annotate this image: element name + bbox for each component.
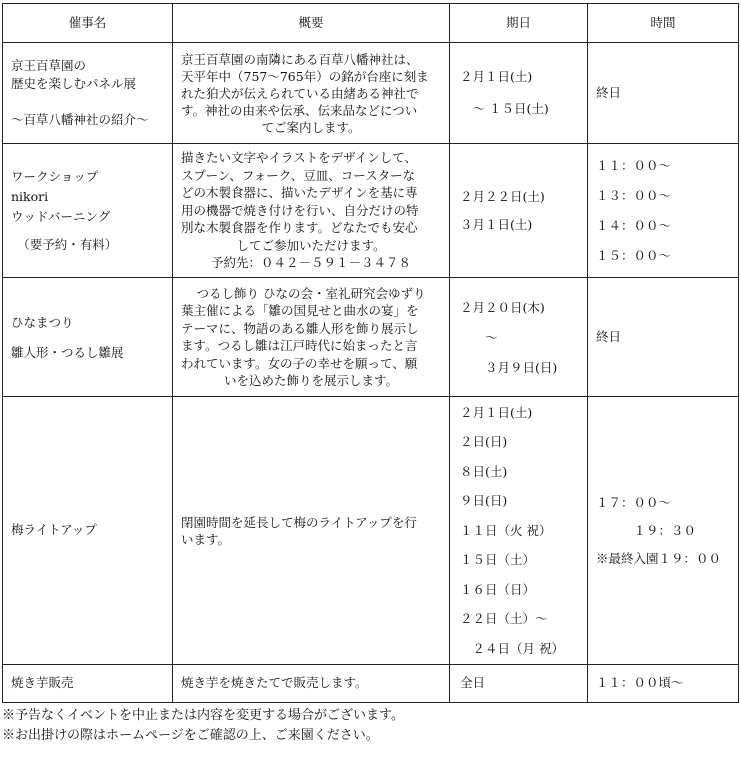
overview-line: つるし飾り ひなの会・室礼研究会ゆずり	[196, 285, 426, 301]
event-name-line	[11, 330, 172, 345]
date-line	[460, 345, 587, 360]
date-line	[460, 85, 587, 101]
overview-line: テーマに、物語のある雛人形を飾り展示し	[181, 320, 419, 336]
time-line: １５：００～	[596, 248, 672, 263]
time-line: ※最終入園１９：００	[596, 550, 722, 566]
overview-line: 用の機器で焼き付けを行い、自分だけの特	[181, 202, 419, 218]
overview-line: す。神社の由来や伝承、伝来品などについ	[181, 102, 418, 118]
event-name-cell	[3, 43, 173, 144]
date-line: ３月９日(日)	[460, 359, 558, 375]
overview-line: 京王百草園の南隣にある百草八幡神社は、	[181, 51, 419, 67]
overview-line: ます。つるし雛は江戸時代に始まったと言	[181, 338, 418, 353]
date-line: １１日（火 祝）	[460, 522, 552, 538]
event-name-line: ひなまつり	[11, 314, 74, 330]
date-line: 全日	[460, 675, 486, 691]
time-line: 終日	[596, 84, 622, 100]
date-line: ～ １５日(土)	[460, 101, 549, 116]
overview-cell	[173, 144, 450, 278]
header-row	[3, 4, 739, 43]
event-name-line: 歴史を楽しむパネル展	[11, 76, 137, 91]
overview-line: われています。女の子の幸せを願って、願	[181, 355, 418, 371]
event-name-line: 梅ライトアップ	[11, 522, 97, 538]
overview-line: スプーン、フォーク、豆皿、コースターな	[181, 167, 416, 183]
header-date: 期日	[450, 4, 588, 43]
time-line	[596, 233, 738, 248]
date-line	[460, 315, 587, 330]
event-name-cell	[3, 144, 173, 278]
date-line: ２月１日(土)	[460, 404, 533, 420]
time-cell	[588, 665, 739, 703]
table-row	[3, 397, 739, 665]
overview-cell	[173, 43, 450, 144]
date-cell	[450, 43, 588, 144]
date-cell	[450, 278, 588, 397]
date-line: ～	[460, 329, 498, 345]
date-line: １６日（日）	[460, 581, 536, 597]
event-name-cell	[3, 278, 173, 397]
date-line: ２月２２日(土)	[460, 188, 545, 204]
event-name-line: 雛人形・つるし雛展	[11, 344, 124, 360]
time-cell	[588, 144, 739, 278]
event-name-line: ワークショップ	[11, 168, 99, 184]
overview-line: 閉園時間を延長して梅のライトアップを行	[181, 514, 417, 530]
overview-line: 焼き芋を焼きたてで販売します。	[181, 675, 368, 691]
date-cell	[450, 397, 588, 665]
time-line	[596, 173, 738, 188]
time-cell	[588, 278, 739, 397]
overview-line: どの木製食器に、描いたデザインを基に専	[181, 185, 418, 201]
time-line: １４：００～	[596, 218, 672, 233]
overview-cell	[173, 665, 450, 703]
overview-line: てご案内します。	[261, 119, 361, 135]
event-name-line	[11, 227, 172, 235]
event-name-cell	[3, 397, 173, 665]
event-name-line	[11, 93, 172, 111]
date-line: ９日(日)	[460, 493, 508, 509]
time-line: １１：００～	[596, 158, 672, 173]
time-line: １１：００頃～	[596, 675, 684, 691]
event-name-line: ウッドバーニング	[11, 208, 111, 224]
date-line: ２月２０日(木)	[460, 299, 545, 315]
table-row	[3, 144, 739, 278]
event-name-line: 京王百草園の	[11, 58, 87, 73]
time-line	[596, 538, 738, 552]
date-line: ２４日（月 祝）	[460, 640, 564, 656]
overview-line: 別な木製食器を作ります。どなたでも安心	[181, 220, 418, 236]
date-line: ２月１日(土)	[460, 69, 533, 84]
date-line: １５日（土）	[460, 552, 536, 568]
time-line: １９：３０	[596, 522, 697, 538]
date-line: ３月１日(土)	[460, 216, 533, 232]
overview-line: います。	[181, 531, 231, 547]
table-row	[3, 665, 739, 703]
time-cell	[588, 397, 739, 665]
date-line: ２２日（土）～	[460, 611, 548, 627]
event-name-cell	[3, 665, 173, 703]
table-row	[3, 43, 739, 144]
date-cell	[450, 144, 588, 278]
footnote: ※予告なくイベントを中止または内容を変更する場合がございます。	[2, 708, 404, 723]
overview-line: 天平年中（757～765年）の銘が台座に刻ま	[181, 68, 429, 84]
overview-cell	[173, 278, 450, 397]
table-row	[3, 278, 739, 397]
event-name-line: nikori	[11, 188, 49, 204]
date-line	[460, 204, 587, 218]
overview-line: 葉主催による「雛の国見せと曲水の宴」を	[181, 303, 419, 318]
footnote: ※お出掛けの際はホームページをご確認の上、ご来園ください。	[2, 728, 379, 743]
date-line: ８日(土)	[460, 463, 508, 479]
overview-line: 描きたい文字やイラストをデザインして、	[181, 150, 418, 166]
event-name-line: （要予約・有料）	[11, 236, 118, 252]
time-line: 終日	[596, 328, 622, 344]
time-line	[596, 510, 738, 524]
time-line: １３：００～	[596, 188, 672, 203]
event-name-line: 焼き芋販売	[11, 675, 74, 691]
header-overview: 概要	[173, 4, 450, 43]
overview-line: いを込めた飾りを展示します。	[223, 373, 398, 388]
date-line: ２日(日)	[460, 434, 508, 450]
event-name-line: ～百草八幡神社の紹介～	[11, 112, 149, 127]
time-line	[596, 203, 738, 218]
header-time: 時間	[588, 4, 739, 43]
overview-line: れた狛犬が伝えられている由緒ある神社で	[181, 85, 419, 101]
events-table	[2, 3, 739, 703]
overview-line: してご参加いただけます。	[236, 237, 386, 253]
time-cell	[588, 43, 739, 144]
date-cell	[450, 665, 588, 703]
time-line: １７：００～	[596, 494, 672, 510]
overview-line: 予約先：０４２－５９１－３４７８	[210, 255, 411, 271]
footnotes	[2, 706, 404, 746]
overview-cell	[173, 397, 450, 665]
header-event-name: 催事名	[3, 4, 173, 43]
